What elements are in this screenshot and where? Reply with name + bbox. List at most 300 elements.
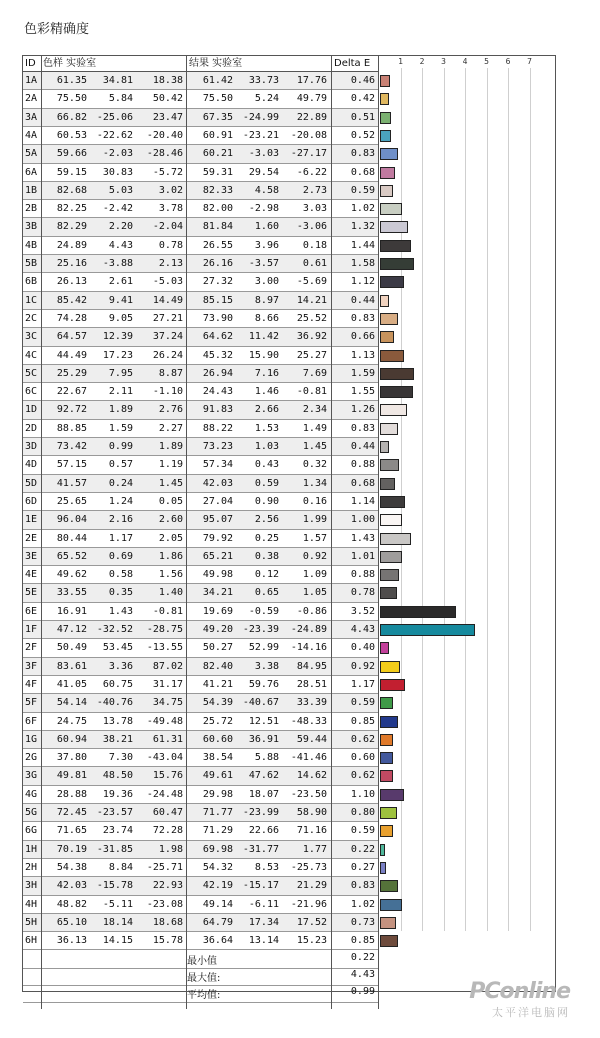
table-row <box>23 365 379 383</box>
table-row <box>23 548 379 566</box>
cell-de: 0.78 <box>350 587 375 599</box>
cell-r3: 1.09 <box>302 569 327 581</box>
delta-e-bar <box>380 404 407 416</box>
cell-r3: 0.92 <box>302 550 327 562</box>
summary-value: 0.22 <box>350 952 375 964</box>
cell-r2: -6.11 <box>248 898 279 910</box>
delta-e-bar <box>380 276 404 288</box>
cell-t2: 1.89 <box>108 404 133 416</box>
delta-e-bar <box>380 716 398 728</box>
table-row <box>23 347 379 365</box>
table-row <box>23 621 379 639</box>
delta-e-bar <box>380 752 393 764</box>
cell-t3: 2.27 <box>158 422 183 434</box>
cell-de: 0.62 <box>350 733 375 745</box>
cell-id: 3E <box>25 550 38 562</box>
cell-r1: 82.00 <box>202 203 233 215</box>
cell-t1: 71.65 <box>56 825 87 837</box>
cell-t3: -1.10 <box>152 386 183 398</box>
cell-t3: 1.56 <box>158 569 183 581</box>
delta-e-bar <box>380 514 402 526</box>
delta-e-bar <box>380 844 385 856</box>
cell-de: 0.83 <box>350 148 375 160</box>
table-row <box>23 877 379 895</box>
cell-r1: 75.50 <box>202 93 233 105</box>
summary-label: 最大值: <box>187 973 221 985</box>
cell-t2: 53.45 <box>102 642 133 654</box>
cell-de: 0.92 <box>350 660 375 672</box>
cell-id: 1D <box>25 404 38 416</box>
cell-r1: 29.98 <box>202 788 233 800</box>
delta-e-bar <box>380 697 393 709</box>
cell-de: 0.42 <box>350 93 375 105</box>
cell-r3: 1.45 <box>302 441 327 452</box>
table-row <box>23 328 379 346</box>
cell-id: 5G <box>25 807 38 818</box>
cell-de: 0.59 <box>350 184 375 196</box>
cell-t2: 18.14 <box>102 916 133 928</box>
cell-r1: 41.21 <box>202 678 233 690</box>
cell-r3: 1.57 <box>302 532 327 544</box>
cell-t3: 3.02 <box>158 184 183 196</box>
cell-r3: 1.34 <box>302 477 327 489</box>
cell-de: 0.83 <box>350 312 375 324</box>
cell-r2: 7.16 <box>254 367 279 379</box>
cell-r3: 28.51 <box>296 678 327 690</box>
cell-r1: 49.14 <box>202 898 233 910</box>
cell-de: 1.01 <box>350 550 375 562</box>
header-delta-e: Delta E <box>334 58 371 69</box>
cell-t1: 65.10 <box>56 916 87 928</box>
cell-r3: 17.52 <box>296 916 327 928</box>
cell-id: 4B <box>25 239 38 251</box>
header-target-lab: 色样 实验室 <box>43 58 97 69</box>
cell-r1: 91.83 <box>202 404 233 416</box>
cell-t2: 7.30 <box>108 752 133 764</box>
cell-id: 4H <box>25 898 38 910</box>
cell-de: 0.46 <box>350 75 375 86</box>
table-row <box>23 90 379 108</box>
cell-t2: -2.42 <box>102 203 133 215</box>
cell-de: 0.66 <box>350 331 375 343</box>
table-row <box>23 584 379 602</box>
cell-t3: 0.78 <box>158 239 183 251</box>
cell-r1: 50.27 <box>202 642 233 654</box>
cell-t3: 18.38 <box>152 75 183 86</box>
cell-r2: 11.42 <box>248 331 279 343</box>
cell-de: 0.44 <box>350 294 375 306</box>
chart-gridline <box>487 68 488 931</box>
delta-e-bar <box>380 551 402 563</box>
cell-t1: 66.82 <box>56 111 87 123</box>
cell-de: 0.88 <box>350 459 375 471</box>
cell-t3: 50.42 <box>152 93 183 105</box>
cell-t2: -22.62 <box>96 129 133 141</box>
cell-t3: 72.28 <box>152 825 183 837</box>
cell-r2: -2.98 <box>248 203 279 215</box>
cell-t2: -31.85 <box>96 843 133 855</box>
cell-t1: 42.03 <box>56 880 87 892</box>
cell-t2: -32.52 <box>96 624 133 635</box>
table-row <box>23 767 379 785</box>
cell-r2: -23.21 <box>242 129 279 141</box>
delta-e-bar <box>380 899 402 911</box>
cell-t1: 64.57 <box>56 331 87 343</box>
cell-r1: 57.34 <box>202 459 233 471</box>
cell-r2: -3.03 <box>248 148 279 160</box>
cell-r1: 79.92 <box>202 532 233 544</box>
table-row <box>23 493 379 511</box>
cell-t1: 24.75 <box>56 715 87 727</box>
cell-t2: 38.21 <box>102 733 133 745</box>
cell-t2: 1.24 <box>108 495 133 507</box>
cell-r2: 13.14 <box>248 935 279 947</box>
cell-r1: 71.77 <box>202 807 233 818</box>
cell-r1: 64.79 <box>202 916 233 928</box>
delta-e-bar <box>380 862 386 874</box>
delta-e-bar <box>380 587 397 599</box>
cell-de: 1.26 <box>350 404 375 416</box>
cell-r3: 2.73 <box>302 184 327 196</box>
delta-e-bar <box>380 789 404 801</box>
cell-r2: 22.66 <box>248 825 279 837</box>
table-row <box>23 731 379 749</box>
table-row <box>23 218 379 236</box>
cell-r1: 26.55 <box>202 239 233 251</box>
cell-de: 0.83 <box>350 880 375 892</box>
cell-r3: -25.73 <box>290 861 327 873</box>
cell-r2: -24.99 <box>242 111 279 123</box>
cell-r1: 25.72 <box>202 715 233 727</box>
col-divider-delta <box>378 56 379 952</box>
axis-tick-label: 7 <box>527 57 532 66</box>
cell-r2: 0.43 <box>254 459 279 471</box>
delta-e-bar <box>380 880 398 892</box>
cell-t1: 92.72 <box>56 404 87 416</box>
cell-id: 2F <box>25 642 38 654</box>
table-row <box>23 914 379 932</box>
table-row <box>23 273 379 291</box>
cell-r1: 59.31 <box>202 166 233 178</box>
cell-t1: 54.14 <box>56 697 87 709</box>
row-rule <box>23 949 379 950</box>
page-title: 色彩精确度 <box>24 22 90 37</box>
delta-e-bar <box>380 386 413 398</box>
cell-r3: 7.69 <box>302 367 327 379</box>
cell-t1: 61.35 <box>56 75 87 86</box>
cell-r2: 15.90 <box>248 349 279 361</box>
cell-de: 0.40 <box>350 642 375 654</box>
cell-de: 3.52 <box>350 605 375 617</box>
cell-t1: 60.53 <box>56 129 87 141</box>
table-row <box>23 786 379 804</box>
chart-gridline <box>444 68 445 931</box>
cell-r1: 71.29 <box>202 825 233 837</box>
cell-r2: 1.60 <box>254 221 279 233</box>
cell-r1: 24.43 <box>202 386 233 398</box>
cell-r1: 64.62 <box>202 331 233 343</box>
table-row <box>23 896 379 914</box>
delta-e-bar <box>380 295 389 307</box>
cell-id: 1F <box>25 624 38 635</box>
cell-r2: 33.73 <box>248 75 279 86</box>
delta-e-bar <box>380 423 398 435</box>
cell-r2: 18.07 <box>248 788 279 800</box>
table-row <box>23 603 379 621</box>
cell-r3: -41.46 <box>290 752 327 764</box>
cell-r2: 8.53 <box>254 861 279 873</box>
cell-t2: 5.03 <box>108 184 133 196</box>
axis-tick-label: 3 <box>441 57 446 66</box>
cell-id: 1C <box>25 294 38 306</box>
cell-r3: 1.05 <box>302 587 327 599</box>
cell-r3: 49.79 <box>296 93 327 105</box>
cell-t2: 1.43 <box>108 605 133 617</box>
cell-t3: -5.03 <box>152 276 183 288</box>
cell-t1: 82.29 <box>56 221 87 233</box>
summary-divider-value <box>331 949 332 1009</box>
cell-id: 4E <box>25 569 38 581</box>
cell-t3: 15.76 <box>152 770 183 782</box>
table-row <box>23 237 379 255</box>
cell-de: 0.59 <box>350 825 375 837</box>
table-row <box>23 438 379 456</box>
cell-r2: -23.99 <box>242 807 279 818</box>
summary-label: 平均值: <box>187 990 221 1002</box>
cell-t1: 44.49 <box>56 349 87 361</box>
delta-e-bar <box>380 770 393 782</box>
cell-id: 2D <box>25 422 38 434</box>
cell-t1: 88.85 <box>56 422 87 434</box>
cell-r1: 73.23 <box>202 441 233 452</box>
cell-t3: 1.89 <box>158 441 183 452</box>
table-row <box>23 164 379 182</box>
cell-r3: -24.89 <box>290 624 327 635</box>
cell-r3: -27.17 <box>290 148 327 160</box>
cell-r1: 26.94 <box>202 367 233 379</box>
summary-value: 4.43 <box>350 969 375 981</box>
cell-t1: 25.65 <box>56 495 87 507</box>
cell-r1: 81.84 <box>202 221 233 233</box>
cell-r1: 38.54 <box>202 752 233 764</box>
cell-r2: 5.88 <box>254 752 279 764</box>
delta-e-bar <box>380 496 405 508</box>
summary-value: 0.99 <box>350 986 375 998</box>
table-row <box>23 127 379 145</box>
cell-r3: 0.16 <box>302 495 327 507</box>
table-row <box>23 694 379 712</box>
cell-de: 0.27 <box>350 861 375 873</box>
cell-t1: 36.13 <box>56 935 87 947</box>
cell-t3: 1.40 <box>158 587 183 599</box>
cell-r3: -0.86 <box>296 605 327 617</box>
delta-e-bar <box>380 533 411 545</box>
cell-de: 0.88 <box>350 569 375 581</box>
cell-r2: -23.39 <box>242 624 279 635</box>
cell-t2: 17.23 <box>102 349 133 361</box>
cell-r1: 26.16 <box>202 258 233 269</box>
cell-id: 4D <box>25 459 38 471</box>
header-rule <box>23 71 379 72</box>
cell-t1: 59.15 <box>56 166 87 178</box>
cell-id: 3C <box>25 331 38 343</box>
summary-rule <box>23 1002 379 1003</box>
cell-r2: 0.59 <box>254 477 279 489</box>
cell-r3: 14.21 <box>296 294 327 306</box>
cell-t3: -28.75 <box>146 624 183 635</box>
delta-e-bar <box>380 167 395 179</box>
cell-de: 1.02 <box>350 898 375 910</box>
cell-r1: 61.42 <box>202 75 233 86</box>
table-row <box>23 658 379 676</box>
cell-t1: 83.61 <box>56 660 87 672</box>
cell-r3: -48.33 <box>290 715 327 727</box>
delta-e-bar <box>380 807 397 819</box>
cell-r2: -3.57 <box>248 258 279 269</box>
cell-t3: -2.04 <box>152 221 183 233</box>
cell-t1: 25.16 <box>56 258 87 269</box>
cell-id: 3F <box>25 660 38 672</box>
cell-t3: 87.02 <box>152 660 183 672</box>
cell-id: 3A <box>25 111 38 123</box>
cell-t1: 47.12 <box>56 624 87 635</box>
cell-de: 0.73 <box>350 916 375 928</box>
cell-t3: 27.21 <box>152 312 183 324</box>
cell-t3: 60.47 <box>152 807 183 818</box>
cell-id: 4F <box>25 678 38 690</box>
chart-gridline <box>465 68 466 931</box>
cell-t2: 0.99 <box>108 441 133 452</box>
watermark-brand: PConline <box>469 979 570 1004</box>
cell-t1: 41.57 <box>56 477 87 489</box>
cell-de: 1.12 <box>350 276 375 288</box>
summary-divider-id <box>41 949 42 1009</box>
cell-t3: 23.47 <box>152 111 183 123</box>
cell-r2: 0.90 <box>254 495 279 507</box>
table-row <box>23 804 379 822</box>
cell-r2: -31.77 <box>242 843 279 855</box>
cell-r1: 95.07 <box>202 514 233 526</box>
delta-e-bar <box>380 569 399 581</box>
cell-de: 0.51 <box>350 111 375 123</box>
table-row <box>23 182 379 200</box>
cell-r3: 33.39 <box>296 697 327 709</box>
cell-t1: 37.80 <box>56 752 87 764</box>
cell-r3: 1.77 <box>302 843 327 855</box>
cell-t2: 60.75 <box>102 678 133 690</box>
cell-t3: -43.04 <box>146 752 183 764</box>
cell-r1: 85.15 <box>202 294 233 306</box>
delta-e-bar <box>380 917 396 929</box>
cell-t3: 1.45 <box>158 477 183 489</box>
cell-t3: 34.75 <box>152 697 183 709</box>
cell-t2: 2.61 <box>108 276 133 288</box>
cell-t1: 28.88 <box>56 788 87 800</box>
delta-e-bar <box>380 148 398 160</box>
cell-r1: 49.98 <box>202 569 233 581</box>
cell-id: 5F <box>25 697 38 709</box>
cell-t3: 26.24 <box>152 349 183 361</box>
cell-t2: 2.20 <box>108 221 133 233</box>
cell-id: 5H <box>25 916 38 928</box>
cell-t1: 54.38 <box>56 861 87 873</box>
delta-e-bar <box>380 661 400 673</box>
cell-t3: 14.49 <box>152 294 183 306</box>
cell-r2: 3.00 <box>254 276 279 288</box>
cell-de: 0.22 <box>350 843 375 855</box>
cell-r3: 0.61 <box>302 258 327 269</box>
cell-id: 1H <box>25 843 38 855</box>
axis-tick-label: 6 <box>505 57 511 66</box>
summary-label: 最小值 <box>187 956 217 968</box>
cell-t1: 49.62 <box>56 569 87 581</box>
cell-id: 3D <box>25 441 38 452</box>
cell-t2: 13.78 <box>102 715 133 727</box>
cell-r2: 17.34 <box>248 916 279 928</box>
cell-de: 0.60 <box>350 752 375 764</box>
cell-r1: 73.90 <box>202 312 233 324</box>
cell-id: 5B <box>25 258 38 269</box>
summary-divider-label <box>186 949 187 1009</box>
cell-de: 0.85 <box>350 715 375 727</box>
cell-r2: 1.46 <box>254 386 279 398</box>
cell-r1: 69.98 <box>202 843 233 855</box>
cell-r3: 36.92 <box>296 331 327 343</box>
cell-t1: 85.42 <box>56 294 87 306</box>
delta-e-bar <box>380 478 395 490</box>
delta-e-bar <box>380 606 456 618</box>
cell-de: 0.44 <box>350 441 375 452</box>
cell-t1: 33.55 <box>56 587 87 599</box>
cell-id: 1G <box>25 733 38 745</box>
cell-r1: 82.33 <box>202 184 233 196</box>
cell-r3: 71.16 <box>296 825 327 837</box>
table-row <box>23 420 379 438</box>
cell-t3: 1.19 <box>158 459 183 471</box>
chart-gridline <box>530 68 531 931</box>
cell-t1: 49.81 <box>56 770 87 782</box>
cell-de: 1.02 <box>350 203 375 215</box>
cell-id: 3G <box>25 770 38 782</box>
cell-de: 1.43 <box>350 532 375 544</box>
cell-t2: 8.84 <box>108 861 133 873</box>
cell-t1: 16.91 <box>56 605 87 617</box>
table-row <box>23 109 379 127</box>
cell-t2: 1.59 <box>108 422 133 434</box>
cell-t2: 23.74 <box>102 825 133 837</box>
table-row <box>23 292 379 310</box>
cell-t3: 2.60 <box>158 514 183 526</box>
header-id: ID <box>25 58 36 69</box>
cell-r3: -0.81 <box>296 386 327 398</box>
table-row <box>23 72 379 90</box>
cell-r1: 67.35 <box>202 111 233 123</box>
cell-t2: -15.78 <box>96 880 133 892</box>
table-row <box>23 401 379 419</box>
cell-t1: 59.66 <box>56 148 87 160</box>
table-row <box>23 932 379 950</box>
cell-r3: -20.08 <box>290 129 327 141</box>
delta-e-bar <box>380 258 414 270</box>
cell-r3: 14.62 <box>296 770 327 782</box>
table-row <box>23 639 379 657</box>
cell-de: 1.00 <box>350 514 375 526</box>
table-row <box>23 841 379 859</box>
cell-t1: 48.82 <box>56 898 87 910</box>
cell-r3: 3.03 <box>302 203 327 215</box>
cell-r3: 15.23 <box>296 935 327 947</box>
cell-r1: 34.21 <box>202 587 233 599</box>
